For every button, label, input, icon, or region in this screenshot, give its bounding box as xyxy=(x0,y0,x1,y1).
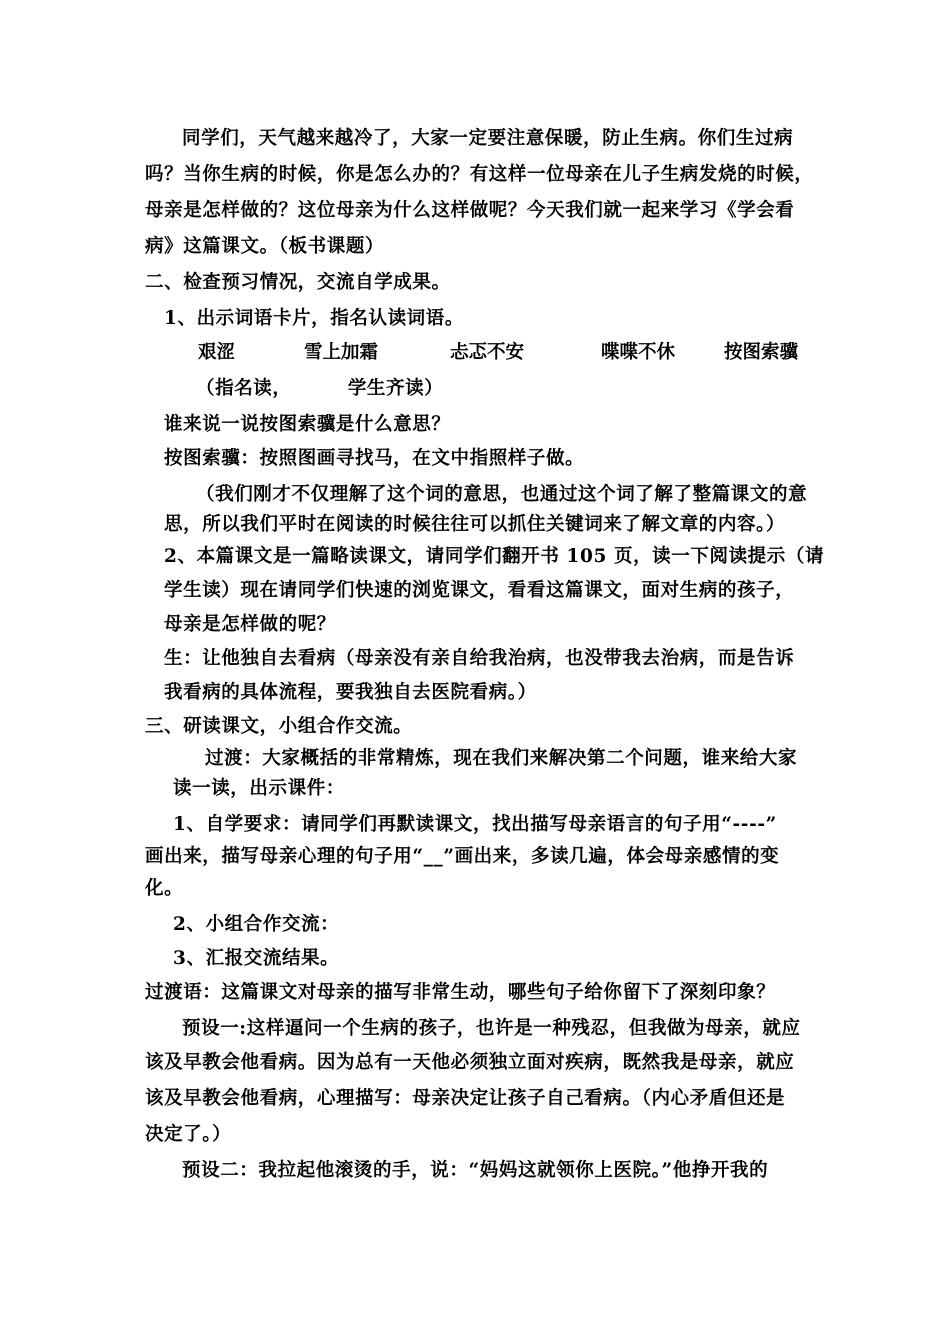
read-note: （指名读， 学生齐读） xyxy=(196,378,444,399)
question-line: 谁来说一说按图索骥是什么意思？ xyxy=(164,414,451,435)
transition-line-2: 读一读，出示课件： xyxy=(173,778,345,799)
section-3-heading: 三、研读课文，小组合作交流。 xyxy=(145,716,413,737)
note-line-2: 思，所以我们平时在阅读的时候往往可以抓住关键词来了解文章的内容。） xyxy=(164,514,786,535)
word-card-3: 忐忑不安 xyxy=(450,342,525,363)
item-2-line-3: 母亲是怎样做的呢？ xyxy=(164,614,336,635)
step-2-line: 2、小组合作交流： xyxy=(173,914,340,935)
item-2-line-1: 2、本篇课文是一篇略读课文，请同学们翻开书 105 页，读一下阅读提示（请 xyxy=(164,546,825,567)
word-card-4: 喋喋不休 xyxy=(601,342,676,363)
intro-line-3: 母亲是怎样做的？这位母亲为什么这样做呢？今天我们就一起来学习《学会看 xyxy=(145,200,795,221)
preset-1-line-1: 预设一:这样逼问一个生病的孩子，也许是一种残忍，但我做为母亲，就应 xyxy=(182,1018,801,1039)
transition-line-1: 过渡：大家概括的非常精炼，现在我们来解决第二个问题，谁来给大家 xyxy=(205,748,798,769)
preset-1-line-4: 决定了。） xyxy=(145,1124,232,1145)
word-card-5: 按图索骥 xyxy=(724,342,799,363)
answer-line: 按图索骥：按照图画寻找马，在文中指照样子做。 xyxy=(164,448,585,469)
section-2-heading: 二、检查预习情况，交流自学成果。 xyxy=(145,272,451,293)
item-2-line-2: 学生读）现在请同学们快速的浏览课文，看看这篇课文，面对生病的孩子， xyxy=(164,580,795,601)
student-answer-line-2: 我看病的具体流程，要我独自去医院看病。） xyxy=(164,682,537,703)
section-2-item-1: 1、出示词语卡片，指名认读词语。 xyxy=(164,308,464,329)
word-card-2: 雪上加霜 xyxy=(304,342,379,363)
student-answer-line-1: 生：让他独自去看病（母亲没有亲自给我治病，也没带我去治病，而是告诉 xyxy=(164,648,795,669)
intro-line-2: 吗？当你生病的时候，你是怎么办的？有这样一位母亲在儿子生病发烧的时候， xyxy=(145,164,814,185)
preset-1-line-2: 该及早教会他看病。因为总有一天他必须独立面对疾病，既然我是母亲，就应 xyxy=(145,1052,795,1073)
intro-line-1: 同学们，天气越来越冷了，大家一定要注意保暖，防止生病。你们生过病 xyxy=(182,128,794,149)
word-card-1: 艰涩 xyxy=(198,342,236,363)
step-3-line: 3、汇报交流结果。 xyxy=(173,948,340,969)
preset-2-line-1: 预设二：我拉起他滚烫的手，说：“妈妈这就领你上医院。”他挣开我的 xyxy=(182,1160,769,1181)
intro-line-4: 病》这篇课文。（板书课题） xyxy=(145,236,385,257)
requirement-line-1: 1、自学要求：请同学们再默读课文，找出描写母亲语言的句子用“----” xyxy=(173,814,777,835)
transition-2-line: 过渡语：这篇课文对母亲的描写非常生动，哪些句子给你留下了深刻印象？ xyxy=(145,982,776,1003)
note-line-1: （我们刚才不仅理解了这个词的意思，也通过这个词了解了整篇课文的意 xyxy=(196,484,808,505)
requirement-line-3: 化。 xyxy=(145,878,184,899)
requirement-line-2: 画出来，描写母亲心理的句子用“__”画出来，多读几遍，体会母亲感情的变 xyxy=(145,846,780,867)
preset-1-line-3: 该及早教会他看病，心理描写：母亲决定让孩子自己看病。（内心矛盾但还是 xyxy=(145,1088,786,1109)
